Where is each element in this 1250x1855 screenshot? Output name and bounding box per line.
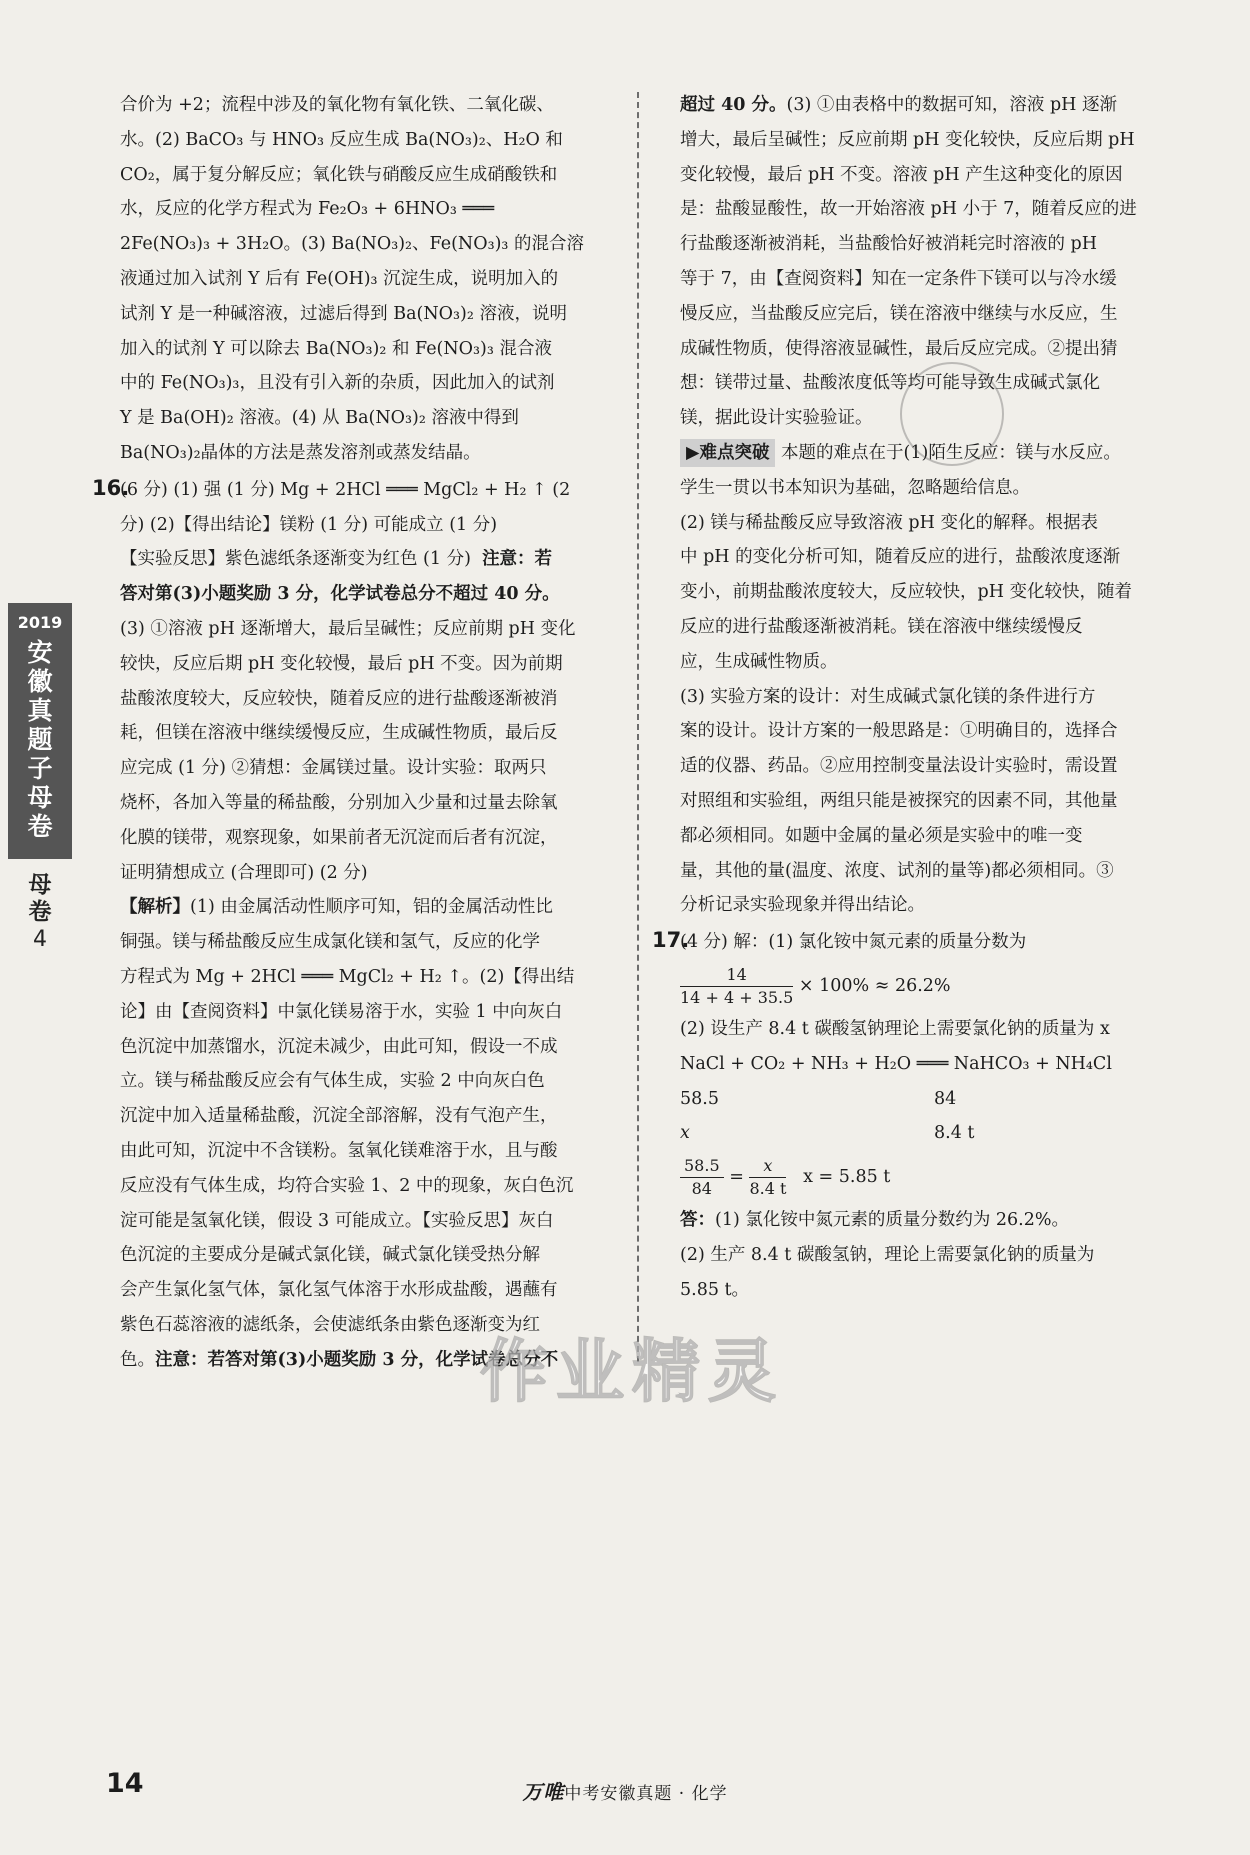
right-text-line-6: 慢反应，当盐酸反应完后，镁在溶液中继续与水反应，生	[680, 303, 1118, 324]
left-text-line-9: 中的 Fe(NO₃)₃，且没有引入新的杂质，因此加入的试剂	[120, 373, 555, 394]
column-divider	[637, 92, 639, 1362]
q17-line-2: (2) 设生产 8.4 t 碳酸氢钠理论上需要氯化钠的质量为 x	[680, 1018, 1110, 1039]
side-tab-title: 安徽真题子母卷	[27, 638, 53, 841]
analysis-first: 【解析】(1) 由金属活动性顺序可知，铝的金属活动性比	[120, 897, 553, 918]
q16-note-2: 答对第(3)小题奖励 3 分，化学试卷总分不超过 40 分。	[120, 584, 560, 605]
side-tab	[8, 603, 72, 859]
difficulty-line-9: 适的仪器、药品。②应用控制变量法设计实验时，需设置	[680, 756, 1118, 777]
left-text-line-10: Y 是 Ba(OH)₂ 溶液。(4) 从 Ba(NO₃)₂ 溶液中得到	[120, 408, 519, 429]
left-text-line-8: 加入的试剂 Y 可以除去 Ba(NO₃)₂ 和 Fe(NO₃)₃ 混合液	[120, 338, 552, 359]
difficulty-line-11: 都必须相同。如题中金属的量必须是实验中的唯一变	[680, 825, 1083, 846]
analysis-line-1: 铜强。镁与稀盐酸反应生成氯化镁和氢气，反应的化学	[120, 932, 540, 953]
analysis-line-10: 色沉淀的主要成分是碱式氯化镁，碱式氯化镁受热分解	[120, 1245, 540, 1266]
analysis-tag: 【解析】	[120, 897, 190, 918]
analysis-line-8: 反应没有气体生成，均符合实验 1、2 中的现象，灰白色沉	[120, 1175, 574, 1196]
page-number: 14	[106, 1768, 144, 1799]
analysis-line-9: 淀可能是氢氧化镁，假设 3 可能成立。【实验反思】灰白	[120, 1210, 554, 1231]
difficulty-first: ▶难点突破 本题的难点在于(1)陌生反应：镁与水反应。	[680, 436, 1176, 471]
left-text-line-3: CO₂，属于复分解反应；氧化铁与硝酸反应生成硝酸铁和	[120, 164, 558, 185]
right-text-line-9: 镁，据此设计实验验证。	[680, 408, 873, 429]
q17-mass-row-1: 58.5 84	[680, 1088, 957, 1109]
analysis-line-12: 紫色石蕊溶液的滤纸条，会使滤纸条由紫色逐渐变为红	[120, 1314, 540, 1335]
answer-3: 5.85 t。	[680, 1279, 750, 1300]
q16-answer-line-1: (3) ①溶液 pH 逐渐增大，最后呈碱性；反应前期 pH 变化	[120, 618, 576, 639]
right-column	[652, 88, 1176, 1308]
right-text-line-1: 增大，最后呈碱性；反应前期 pH 变化较快，反应后期 pH	[680, 129, 1135, 150]
answer-2: (2) 生产 8.4 t 碳酸氢钠，理论上需要氯化钠的质量为	[680, 1244, 1095, 1265]
analysis-line-7: 由此可知，沉淀中不含镁粉。氢氧化镁难溶于水，且与酸	[120, 1140, 558, 1161]
q16-answer-line-5: 应完成 (1 分) ②猜想：金属镁过量。设计实验：取两只	[120, 758, 547, 779]
footer	[0, 1776, 1250, 1805]
left-text-line-11: Ba(NO₃)₂晶体的方法是蒸发溶剂或蒸发结晶。	[120, 442, 481, 463]
analysis-line-2: 方程式为 Mg + 2HCl ═══ MgCl₂ + H₂ ↑。(2)【得出结	[120, 966, 575, 987]
q16-answer-line-4: 耗，但镁在溶液中继续缓慢反应，生成碱性物质，最后反	[120, 723, 558, 744]
left-column	[92, 88, 630, 1377]
q17-number: 17.	[652, 928, 690, 953]
left-text-line-6: 液通过加入试剂 Y 后有 Fe(OH)₃ 沉淀生成，说明加入的	[120, 268, 559, 289]
difficulty-line-1: 学生一贯以书本知识为基础，忽略题给信息。	[680, 477, 1030, 498]
q17-intro: 17.(4 分) 解：(1) 氯化铵中氮元素的质量分数为	[680, 923, 1176, 960]
left-text-line-5: 2Fe(NO₃)₃ + 3H₂O。(3) Ba(NO₃)₂、Fe(NO₃)₃ 的混合溶	[120, 234, 585, 255]
q17-equation: NaCl + CO₂ + NH₃ + H₂O ═══ NaHCO₃ + NH₄Cl	[680, 1053, 1112, 1074]
q16-answer-line-6: 烧杯，各加入等量的稀盐酸，分别加入少量和过量去除氧	[120, 792, 558, 813]
answer-1: 答：(1) 氯化铵中氮元素的质量分数约为 26.2%。	[680, 1210, 1070, 1231]
difficulty-line-8: 案的设计。设计方案的一般思路是：①明确目的，选择合	[680, 721, 1118, 742]
brand-logo: 万唯	[522, 1780, 565, 1804]
analysis-last: 色。注意：若答对第(3)小题奖励 3 分，化学试卷总分不	[120, 1349, 559, 1370]
difficulty-line-5: 反应的进行盐酸逐渐被消耗。镁在溶液中继续缓慢反	[680, 616, 1083, 637]
right-text-line-3: 是：盐酸显酸性，故一开始溶液 pH 小于 7，随着反应的进	[680, 199, 1137, 220]
right-text-line-7: 成碱性物质，使得溶液显碱性，最后反应完成。②提出猜	[680, 338, 1118, 359]
left-text-line-2: 水。(2) BaCO₃ 与 HNO₃ 反应生成 Ba(NO₃)₂、H₂O 和	[120, 129, 563, 150]
analysis-line-4: 色沉淀中加蒸馏水，沉淀未减少，由此可知，假设一不成	[120, 1036, 558, 1057]
q16-line-1: 16.(6 分) (1) 强 (1 分) Mg + 2HCl ═══ MgCl₂ + H₂ ↑ (2	[120, 471, 630, 508]
q16-note: 注意：若	[482, 549, 553, 570]
right-first-line: 超过 40 分。(3) ①由表格中的数据可知，溶液 pH 逐渐	[680, 95, 1117, 115]
q17-mass-row-2: x 8.4 t	[680, 1123, 975, 1144]
analysis-line-3: 论】由【查阅资料】中氯化镁易溶于水，实验 1 中向灰白	[120, 1001, 563, 1022]
footer-text: 中考安徽真题 · 化学	[564, 1784, 728, 1804]
side-tab-year: 2019	[17, 613, 63, 632]
right-text-line-5: 等于 7，由【查阅资料】知在一定条件下镁可以与冷水缓	[680, 268, 1117, 289]
difficulty-line-2: (2) 镁与稀盐酸反应导致溶液 pH 变化的解释。根据表	[680, 512, 1098, 533]
q17-fraction: $\frac{14}{14 + 4 + 35.5}$	[680, 964, 794, 1007]
q17-ratio-line: $\frac{58.5}{84}$ = $\frac{x}{8.4 t}$ x = 5.85 t	[680, 1151, 1176, 1203]
stamp-mark	[900, 362, 1004, 466]
analysis-line-11: 会产生氯化氢气体，氯化氢气体溶于水形成盐酸，遇蘸有	[120, 1280, 558, 1301]
analysis-line-6: 沉淀中加入适量稀盐酸，沉淀全部溶解，没有气泡产生，	[120, 1106, 558, 1127]
analysis-line-5: 立。镁与稀盐酸反应会有气体生成，实验 2 中向灰白色	[120, 1071, 545, 1092]
q16-answer-line-7: 化膜的镁带，观察现象，如果前者无沉淀而后者有沉淀，	[120, 827, 558, 848]
difficulty-line-7: (3) 实验方案的设计：对生成碱式氯化镁的条件进行方	[680, 686, 1096, 707]
q16-answer-line-8: 证明猜想成立 (合理即可) (2 分)	[120, 862, 368, 883]
q16-answer-line-3: 盐酸浓度较大，反应较快，随着反应的进行盐酸逐渐被消	[120, 688, 558, 709]
difficulty-line-12: 量，其他的量(温度、浓度、试剂的量等)都必须相同。③	[680, 860, 1114, 881]
mother-number: 4	[33, 927, 47, 952]
watermark: 作业精灵	[480, 1333, 785, 1412]
q17-fraction-line: $\frac{14}{14 + 4 + 35.5}$ × 100% ≈ 26.2%	[680, 964, 951, 1007]
mother-label: 母卷 4	[8, 872, 72, 953]
right-text-line-2: 变化较慢，最后 pH 不变。溶液 pH 产生这种变化的原因	[680, 164, 1123, 185]
difficulty-line-6: 应，生成碱性物质。	[680, 651, 838, 672]
q16-line-2: 分) (2)【得出结论】镁粉 (1 分) 可能成立 (1 分)	[120, 514, 498, 535]
left-text-line-4: 水，反应的化学方程式为 Fe₂O₃ + 6HNO₃ ═══	[120, 199, 495, 220]
right-text-line-4: 行盐酸逐渐被消耗，当盐酸恰好被消耗完时溶液的 pH	[680, 234, 1098, 255]
right-text-line-8: 想：镁带过量、盐酸浓度低等均可能导致生成碱式氯化	[680, 373, 1100, 394]
q16-answer-line-2: 较快，反应后期 pH 变化较慢，最后 pH 不变。因为前期	[120, 653, 563, 674]
difficulty-line-13: 分析记录实验现象并得出结论。	[680, 895, 925, 916]
difficulty-line-3: 中 pH 的变化分析可知，随着反应的进行，盐酸浓度逐渐	[680, 547, 1121, 568]
difficulty-line-10: 对照组和实验组，两组只能是被探究的因素不同，其他量	[680, 790, 1118, 811]
answer-tag: 答：	[680, 1210, 715, 1231]
q16-reflect: 【实验反思】紫色滤纸条逐渐变为红色 (1 分) 注意：若	[120, 549, 553, 570]
difficulty-tag: ▶难点突破	[680, 439, 775, 467]
left-text-line-7: 试剂 Y 是一种碱溶液，过滤后得到 Ba(NO₃)₂ 溶液，说明	[120, 303, 567, 324]
left-text-line-1: 合价为 +2；流程中涉及的氧化物有氧化铁、二氧化碳、	[120, 95, 554, 115]
difficulty-line-4: 变小，前期盐酸浓度较大，反应较快，pH 变化较快，随着	[680, 582, 1133, 603]
q16-number: 16.	[92, 475, 130, 500]
